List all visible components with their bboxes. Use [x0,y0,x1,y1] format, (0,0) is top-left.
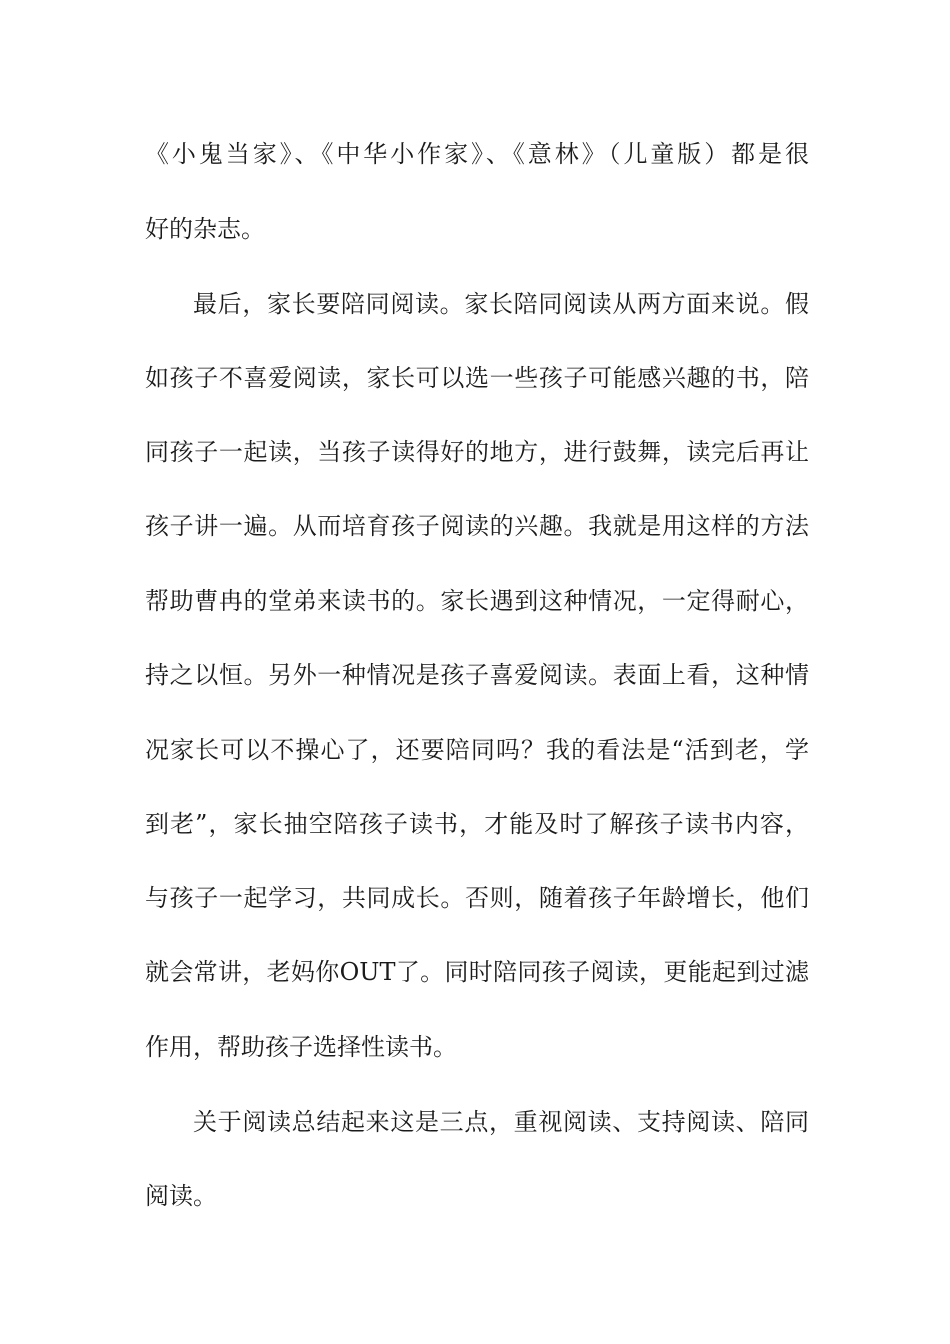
paragraph-2-line-6: 持之以恒。另外一种情况是孩子喜爱阅读。表面上看，这种情 [145,661,809,689]
paragraph-2-line-5: 帮助曹冉的堂弟来读书的。家长遇到这种情况，一定得耐心， [145,587,809,615]
paragraph-2-line-7: 况家长可以不操心了，还要陪同吗？我的看法是“活到老，学 [145,736,809,764]
paragraph-2-line-2: 如孩子不喜爱阅读，家长可以选一些孩子可能感兴趣的书，陪 [145,364,809,392]
paragraph-1-line-1: 《小鬼当家》、《中华小作家》、《意林》（儿童版）都是很 [145,140,809,168]
paragraph-3-line-2: 阅读。 [145,1182,217,1210]
paragraph-2-line-4: 孩子讲一遍。从而培育孩子阅读的兴趣。我就是用这样的方法 [145,512,809,540]
paragraph-2-line-9: 与孩子一起学习，共同成长。否则，随着孩子年龄增长，他们 [145,884,809,912]
paragraph-2-line-3: 同孩子一起读，当孩子读得好的地方，进行鼓舞，读完后再让 [145,438,809,466]
paragraph-2-line-1: 最后，家长要陪同阅读。家长陪同阅读从两方面来说。假 [193,290,809,318]
paragraph-3-line-1: 关于阅读总结起来这是三点，重视阅读、支持阅读、陪同 [193,1108,809,1136]
paragraph-2-line-11: 作用，帮助孩子选择性读书。 [145,1033,457,1061]
paragraph-2-line-8: 到老”，家长抽空陪孩子读书，才能及时了解孩子读书内容， [145,810,809,838]
paragraph-1-line-2: 好的杂志。 [145,215,265,243]
paragraph-2-line-10: 就会常讲，老妈你OUT了。同时陪同孩子阅读，更能起到过滤 [145,958,809,986]
